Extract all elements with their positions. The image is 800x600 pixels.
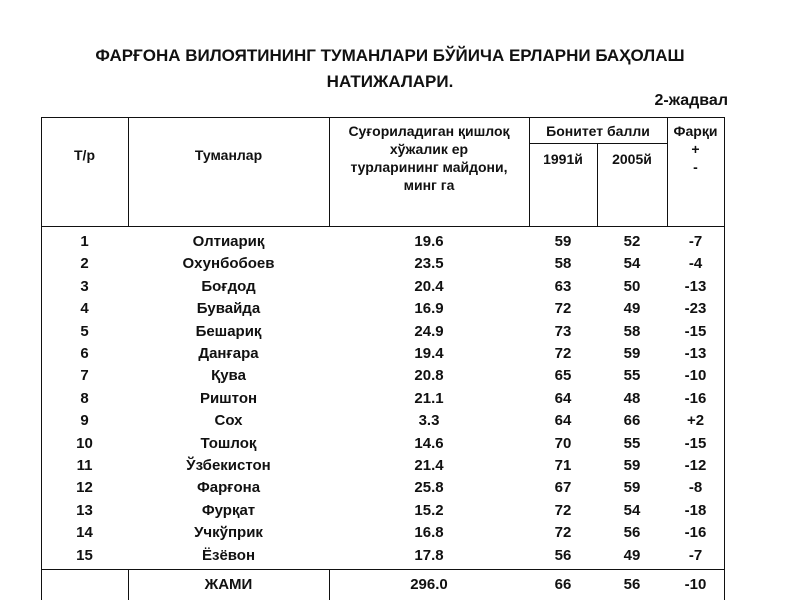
row-1991: 72 <box>554 345 572 362</box>
row-num: 8 <box>80 389 89 407</box>
row-area: 20.4 <box>414 277 444 295</box>
header-area-line2: хўжалик ер <box>389 141 469 157</box>
row-diff: +2 <box>686 412 705 430</box>
header-diff <box>667 122 724 176</box>
row-diff: -7 <box>688 546 703 564</box>
row-district: Тошлоқ <box>200 434 257 452</box>
header-num: Т/р <box>74 147 95 163</box>
row-diff: -13 <box>684 277 707 295</box>
row-area: 23.5 <box>414 255 444 273</box>
row-num: 2 <box>80 255 89 273</box>
row-2005: 55 <box>623 434 641 452</box>
row-1991: 70 <box>554 434 572 452</box>
row-num: 13 <box>76 501 93 519</box>
row-1991: 72 <box>554 524 572 542</box>
row-diff: -10 <box>684 367 707 385</box>
row-2005: 59 <box>623 345 641 362</box>
row-2005: 49 <box>623 546 641 564</box>
total-area: 296.0 <box>410 576 448 593</box>
total-2005: 56 <box>623 576 641 593</box>
row-district: Ўзбекистон <box>186 457 271 474</box>
row-district: Учкўприк <box>194 524 263 542</box>
row-1991: 63 <box>554 277 572 295</box>
row-1991: 58 <box>554 255 572 273</box>
row-2005: 59 <box>623 479 641 497</box>
row-diff: -15 <box>684 434 707 452</box>
row-2005: 50 <box>623 277 641 295</box>
row-district: Қува <box>211 367 246 385</box>
row-area: 24.9 <box>414 322 444 340</box>
row-district: Бувайда <box>196 300 261 318</box>
row-diff: -12 <box>684 457 707 474</box>
row-area: 16.8 <box>414 524 444 542</box>
row-num: 3 <box>80 277 89 295</box>
row-diff: -7 <box>688 233 703 250</box>
row-district: Фарғона <box>196 479 261 497</box>
row-1991: 67 <box>554 479 572 497</box>
row-num: 15 <box>76 546 93 564</box>
header-year-1991: 1991й <box>543 151 583 167</box>
row-area: 21.4 <box>414 457 444 474</box>
row-1991: 72 <box>554 501 572 519</box>
total-row-top-border <box>41 569 725 570</box>
row-area: 3.3 <box>418 412 440 430</box>
total-label: ЖАМИ <box>204 576 253 593</box>
row-num: 11 <box>76 457 93 474</box>
row-1991: 59 <box>554 233 572 250</box>
row-num: 12 <box>76 479 93 497</box>
row-2005: 54 <box>623 501 641 519</box>
row-1991: 64 <box>554 389 572 407</box>
row-2005: 58 <box>623 322 641 340</box>
row-diff: -13 <box>684 345 707 362</box>
row-area: 19.4 <box>414 345 444 362</box>
row-num: 7 <box>80 367 89 385</box>
table-top-border <box>41 117 725 118</box>
document-title-line1: ФАРҒОНА ВИЛОЯТИНИНГ ТУМАНЛАРИ БЎЙИЧА ЕРЛАРНИ БАҲОЛАШ <box>95 46 685 65</box>
row-district: Ёзёвон <box>201 546 256 564</box>
row-num: 6 <box>80 345 89 362</box>
row-2005: 66 <box>623 412 641 430</box>
row-1991: 64 <box>554 412 572 430</box>
row-diff: -23 <box>684 300 707 318</box>
row-diff: -18 <box>684 501 707 519</box>
bonitet-header-divider <box>529 143 667 144</box>
row-1991: 73 <box>554 322 572 340</box>
row-area: 16.9 <box>414 300 444 318</box>
header-year-2005: 2005й <box>612 151 652 167</box>
header-area-line1: Суғориладиган қишлоқ <box>348 123 510 139</box>
row-num: 5 <box>80 322 89 340</box>
row-area: 14.6 <box>414 434 444 452</box>
header-bottom-border <box>41 226 725 227</box>
row-2005: 55 <box>623 367 641 385</box>
document-title-line2: НАТИЖАЛАРИ. <box>326 72 454 91</box>
row-area: 25.8 <box>414 479 444 497</box>
row-area: 17.8 <box>414 546 444 564</box>
row-district: Боғдод <box>201 277 256 295</box>
row-1991: 65 <box>554 367 572 385</box>
row-district: Охунбобоев <box>182 255 275 273</box>
header-diff-line1: Фарқи <box>673 123 718 139</box>
row-1991: 56 <box>554 546 572 564</box>
header-diff-line2: + <box>691 141 700 157</box>
row-2005: 49 <box>623 300 641 318</box>
row-district: Сох <box>214 412 243 430</box>
row-2005: 56 <box>623 524 641 542</box>
row-diff: -16 <box>684 524 707 542</box>
row-2005: 54 <box>623 255 641 273</box>
row-2005: 52 <box>623 233 641 250</box>
header-diff-line3: - <box>693 159 698 175</box>
row-2005: 59 <box>623 457 641 474</box>
row-num: 4 <box>80 300 89 318</box>
row-diff: -16 <box>684 389 707 407</box>
total-1991: 66 <box>554 576 572 593</box>
row-district: Фурқат <box>201 501 256 519</box>
row-num: 10 <box>76 434 93 452</box>
row-1991: 71 <box>554 457 572 474</box>
row-diff: -15 <box>684 322 707 340</box>
row-district: Риштон <box>199 389 258 407</box>
row-2005: 48 <box>623 389 641 407</box>
row-num: 1 <box>80 233 89 250</box>
col-divider-1 <box>128 117 129 226</box>
header-district: Туманлар <box>194 147 263 163</box>
row-diff: -8 <box>688 479 703 497</box>
header-area-line3: турларининг майдони, <box>350 159 508 175</box>
table-label: 2-жадвал <box>654 92 728 109</box>
header-area-line4: минг га <box>403 177 455 193</box>
row-area: 19.6 <box>414 233 444 250</box>
row-district: Данғара <box>198 345 259 362</box>
row-num: 9 <box>80 412 89 430</box>
header-bonitet: Бонитет балли <box>546 123 650 139</box>
row-district: Олтиариқ <box>192 233 265 250</box>
row-area: 21.1 <box>414 389 444 407</box>
row-1991: 72 <box>554 300 572 318</box>
row-area: 15.2 <box>414 501 444 519</box>
row-num: 14 <box>76 524 93 542</box>
row-area: 20.8 <box>414 367 444 385</box>
header-area <box>329 122 529 194</box>
total-diff: -10 <box>684 576 707 593</box>
row-diff: -4 <box>688 255 703 273</box>
table-right-border <box>724 117 725 600</box>
row-district: Бешариқ <box>195 322 262 340</box>
